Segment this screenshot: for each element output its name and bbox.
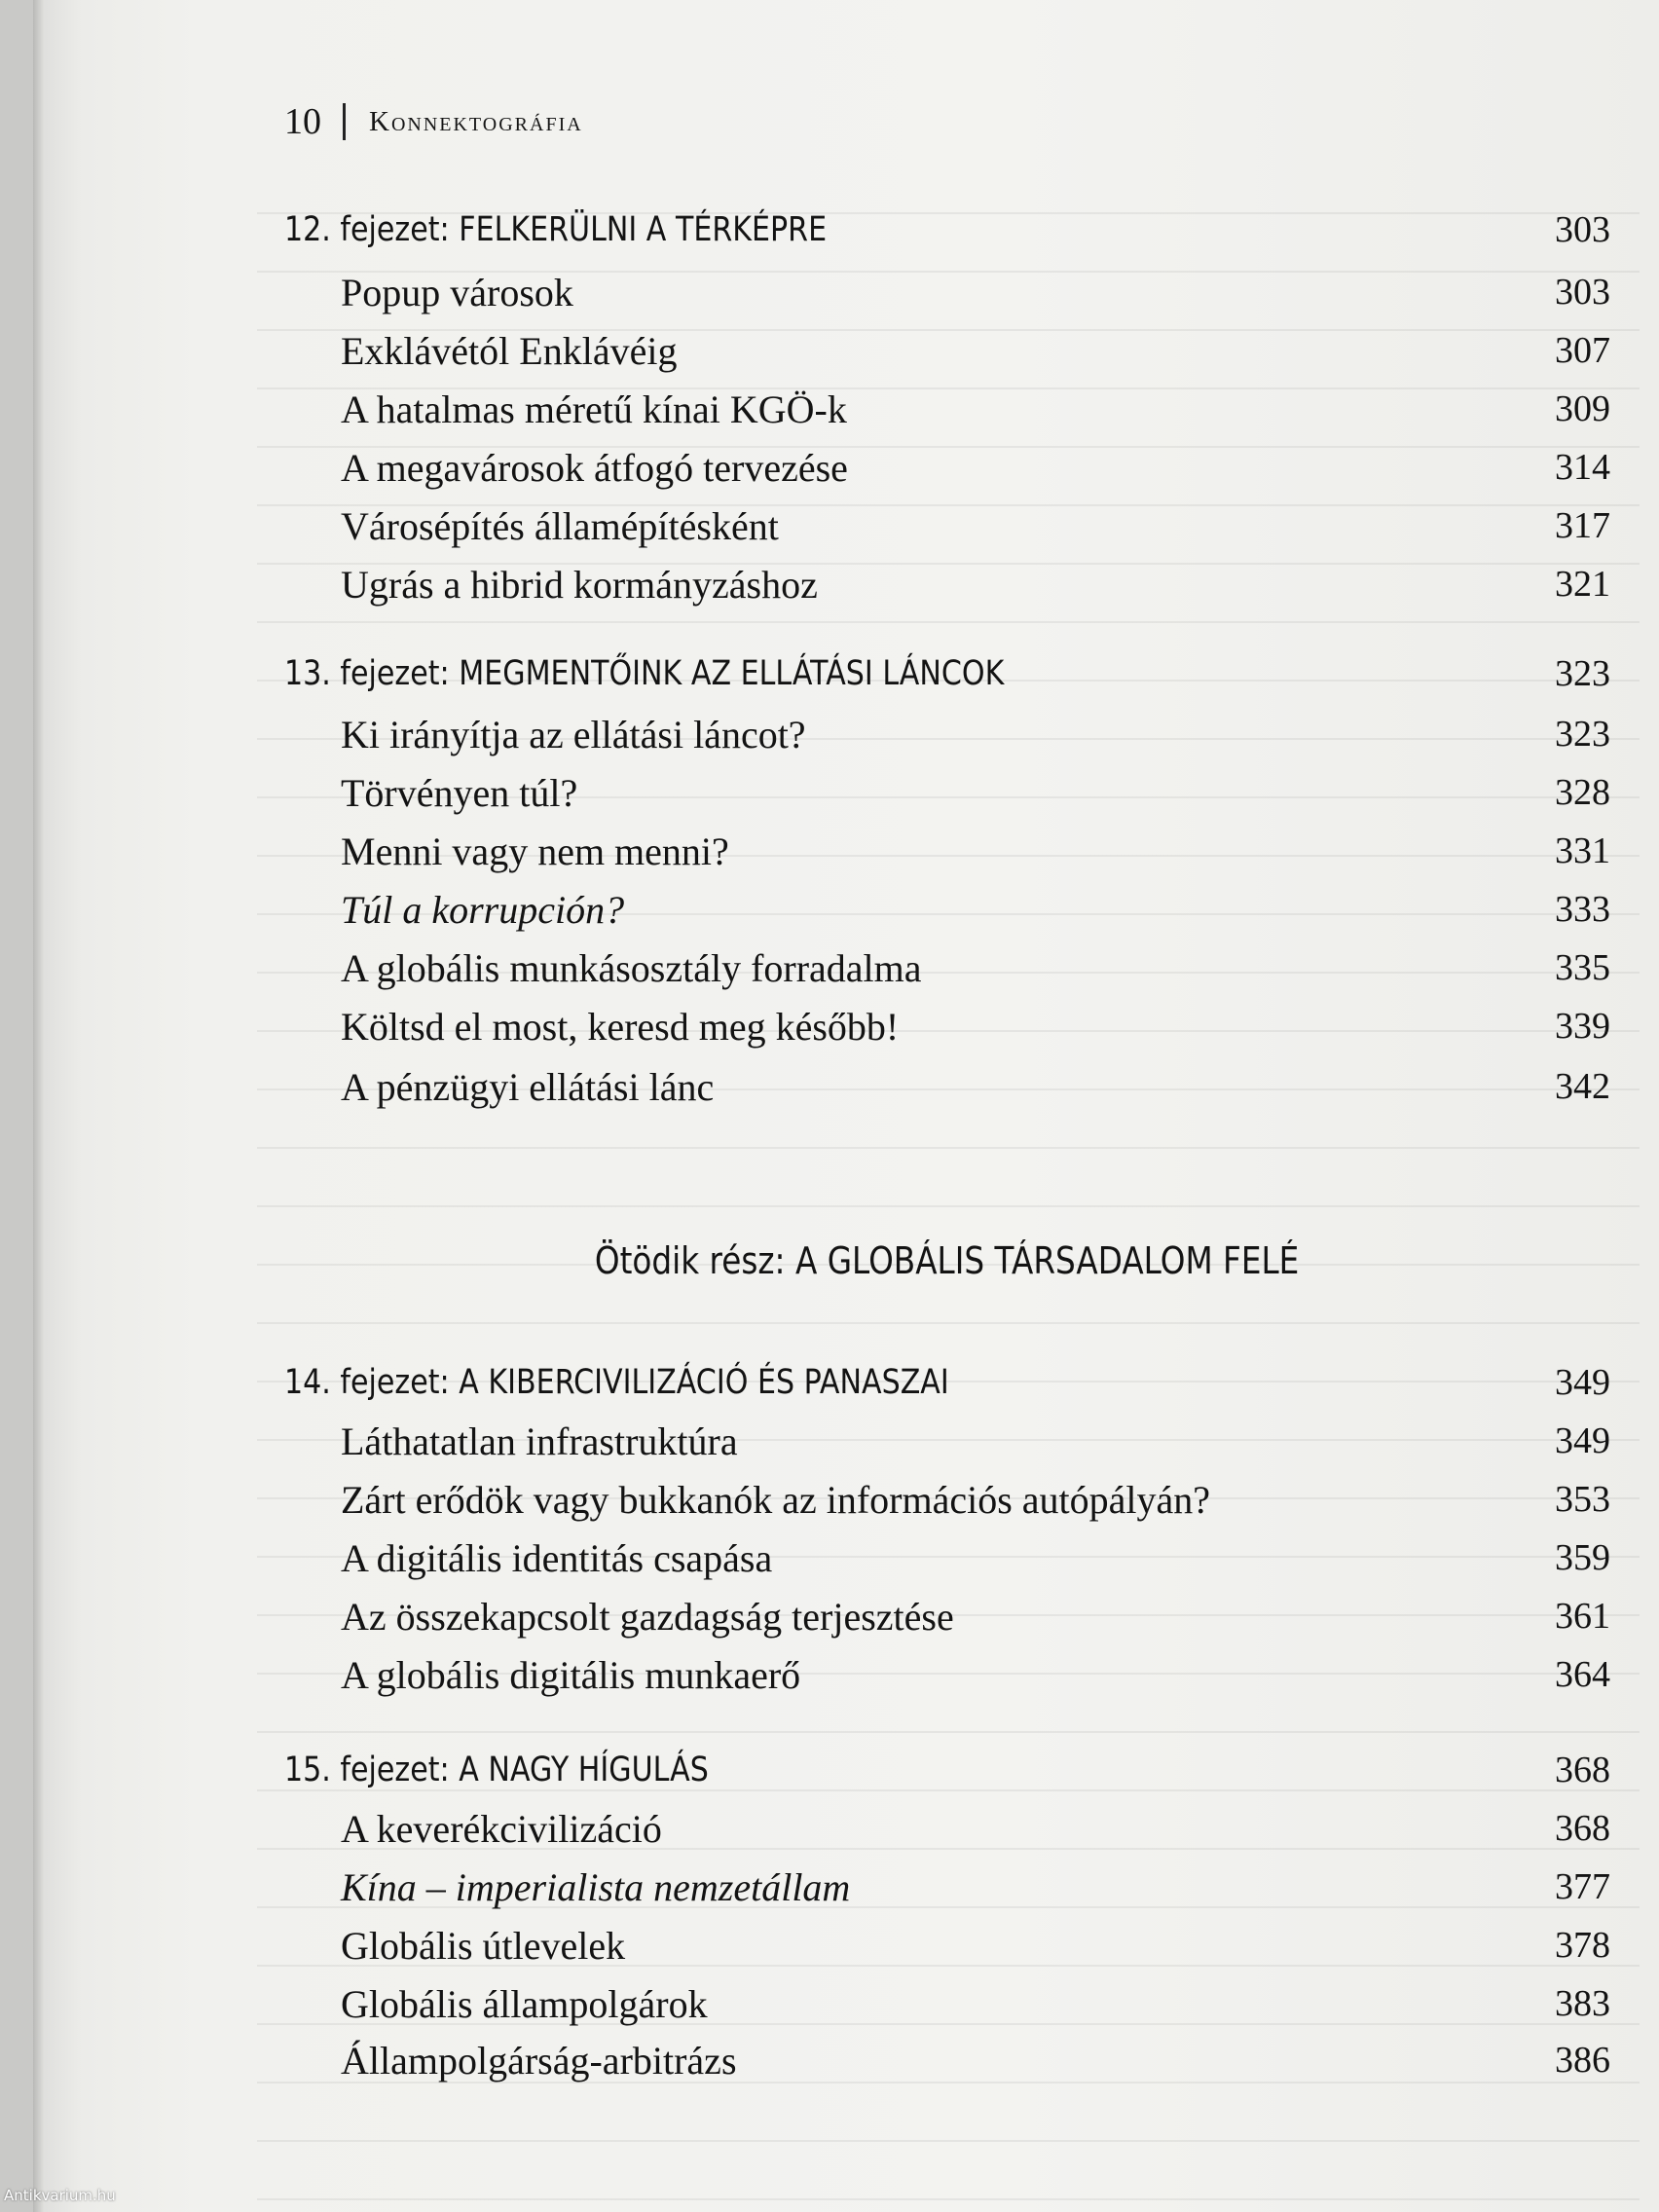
section-title: A pénzügyi ellátási lánc — [341, 1064, 715, 1109]
running-title: Konnektográfia — [369, 105, 583, 137]
section-title: Zárt erődök vagy bukkanók az információs autópályán? — [341, 1477, 1211, 1522]
toc-entry — [341, 1647, 1610, 1702]
section-title: Túl a korrupción? — [341, 887, 625, 932]
toc-entry — [341, 1801, 1610, 1856]
section-title: Láthatatlan infrastruktúra — [341, 1419, 738, 1463]
section-title: A globális digitális munkaerő — [341, 1652, 801, 1697]
chapter-page: 323 — [1555, 653, 1610, 694]
section-title: A hatalmas méretű kínai KGÖ-k — [341, 387, 847, 431]
section-title: Állampolgárság-arbitrázs — [341, 2038, 737, 2083]
section-title: Globális állampolgárok — [341, 1981, 708, 2026]
section-page: 361 — [1555, 1596, 1610, 1637]
section-page: 386 — [1555, 2040, 1610, 2081]
toc-entry — [341, 1472, 1610, 1527]
section-page: 377 — [1555, 1866, 1610, 1907]
chapter-title: 15. fejezet: A NAGY HÍGULÁS — [284, 1751, 709, 1789]
toc-entry — [341, 265, 1610, 319]
toc-entry — [341, 440, 1610, 495]
watermark: Antikvarium.hu — [4, 2187, 116, 2204]
chapter-title: 13. fejezet: MEGMENTŐINK AZ ELLÁTÁSI LÁNCOK — [284, 654, 1005, 693]
section-page: 378 — [1555, 1925, 1610, 1966]
toc-entry — [341, 323, 1610, 378]
section-page: 303 — [1555, 272, 1610, 313]
toc-entry — [341, 940, 1610, 995]
part-title: Ötödik rész: A GLOBÁLIS TÁRSADALOM FELÉ — [595, 1239, 1300, 1282]
toc-entry — [341, 999, 1610, 1053]
toc-entry — [341, 1918, 1610, 1972]
section-page: 328 — [1555, 772, 1610, 813]
section-title: Menni vagy nem menni? — [341, 829, 729, 873]
section-title: A digitális identitás csapása — [341, 1535, 773, 1580]
section-title: Városépítés államépítésként — [341, 503, 779, 548]
chapter-page: 368 — [1555, 1750, 1610, 1790]
toc-entry — [341, 707, 1610, 761]
section-title: Globális útlevelek — [341, 1923, 626, 1968]
toc-entry — [341, 1589, 1610, 1643]
toc-entry — [341, 2033, 1610, 2087]
section-title: Ugrás a hibrid kormányzáshoz — [341, 562, 818, 607]
section-title: Exklávétól Enklávéig — [341, 328, 678, 373]
toc-entry — [341, 382, 1610, 436]
section-page: 309 — [1555, 388, 1610, 429]
section-page: 339 — [1555, 1006, 1610, 1047]
book-page — [33, 0, 1659, 2212]
section-page: 335 — [1555, 947, 1610, 988]
chapter-page: 303 — [1555, 209, 1610, 250]
section-page: 342 — [1555, 1066, 1610, 1107]
toc-entry — [341, 1976, 1610, 2031]
section-title: Ki irányítja az ellátási láncot? — [341, 712, 806, 756]
section-title: Költsd el most, keresd meg később! — [341, 1004, 900, 1049]
section-title: Az összekapcsolt gazdagság terjesztése — [341, 1594, 954, 1639]
chapter-page: 349 — [1555, 1362, 1610, 1403]
section-page: 349 — [1555, 1420, 1610, 1461]
section-page: 359 — [1555, 1537, 1610, 1578]
chapter-entry — [284, 1743, 1610, 1797]
chapter-entry — [284, 646, 1610, 701]
section-page: 317 — [1555, 505, 1610, 546]
toc-entry — [341, 824, 1610, 878]
toc-entry — [341, 1414, 1610, 1468]
section-page: 314 — [1555, 447, 1610, 488]
page-gutter-shadow — [33, 0, 45, 2212]
toc-entry — [341, 765, 1610, 820]
section-page: 383 — [1555, 1983, 1610, 2024]
toc-entry — [341, 1059, 1610, 1114]
section-title: A globális munkásosztály forradalma — [341, 945, 922, 990]
section-page: 331 — [1555, 830, 1610, 871]
section-title: Törvényen túl? — [341, 770, 578, 815]
toc-entry — [341, 498, 1610, 553]
section-page: 321 — [1555, 564, 1610, 605]
part-heading — [284, 1232, 1610, 1290]
section-page: 364 — [1555, 1654, 1610, 1695]
section-title: A megavárosok átfogó tervezése — [341, 445, 848, 490]
toc-entry — [341, 882, 1610, 937]
page-number: 10 — [284, 101, 321, 142]
section-title: Kína – imperialista nemzetállam — [341, 1864, 851, 1909]
toc-entry — [341, 557, 1610, 611]
chapter-title: 12. fejezet: FELKERÜLNI A TÉRKÉPRE — [284, 210, 828, 249]
section-title: A keverékcivilizáció — [341, 1806, 662, 1851]
section-page: 368 — [1555, 1808, 1610, 1849]
page-header — [284, 97, 583, 146]
toc-entry — [341, 1860, 1610, 1914]
section-title: Popup városok — [341, 270, 573, 314]
chapter-entry — [284, 1355, 1610, 1410]
chapter-title: 14. fejezet: A KIBERCIVILIZÁCIÓ ÉS PANASZAI — [284, 1363, 949, 1402]
section-page: 323 — [1555, 714, 1610, 755]
section-page: 333 — [1555, 889, 1610, 930]
chapter-entry — [284, 203, 1610, 257]
toc-entry — [341, 1530, 1610, 1585]
section-page: 307 — [1555, 330, 1610, 371]
section-page: 353 — [1555, 1479, 1610, 1520]
header-separator — [343, 103, 346, 140]
